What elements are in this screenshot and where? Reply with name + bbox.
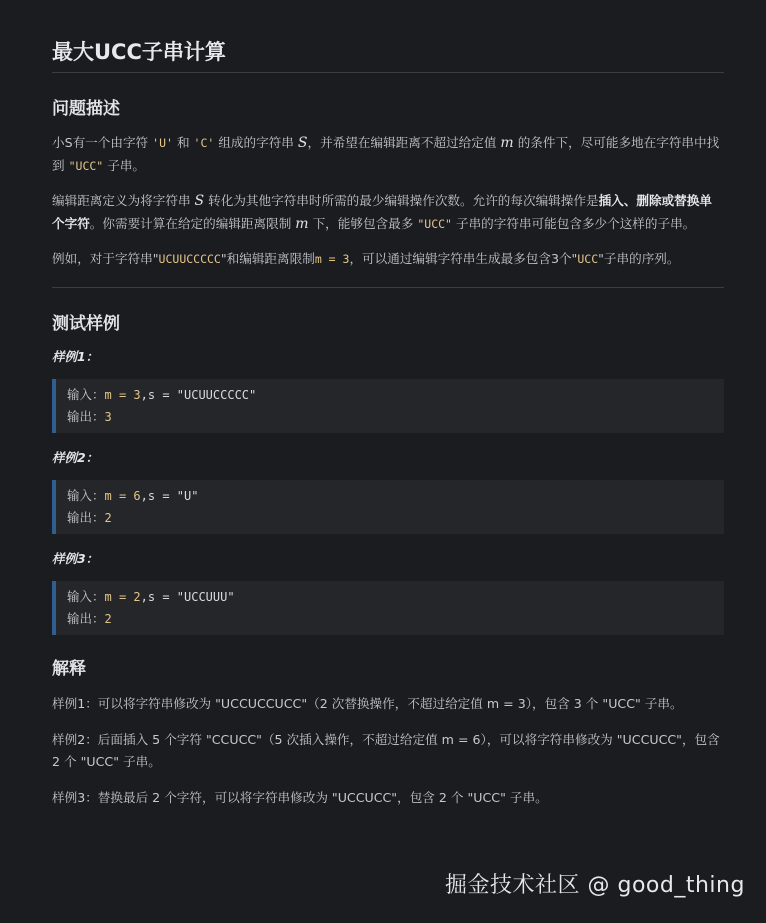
- explanation-item: 样例2：后面插入 5 个字符 "CCUCC"（5 次插入操作，不超过给定值 m = 6），可以将字符串修改为 "UCCUCC"，包含 2 个 "UCC" 子串。: [52, 732, 720, 769]
- example-label: 样例1：: [52, 348, 99, 364]
- example-output: 输出：2: [67, 509, 112, 525]
- example-input: 输入：m = 6,s = "U": [67, 487, 199, 503]
- section-heading-problem: 问题描述: [52, 99, 120, 119]
- example-output: 输出：3: [67, 408, 112, 424]
- example-block: [52, 379, 724, 433]
- example-input: 输入：m = 3,s = "UCUUCCCCC": [67, 386, 257, 402]
- problem-paragraph-3: 例如，对于字符串"UCUUCCCCC"和编辑距离限制m = 3，可以通过编辑字符串生成最多包含3个"UCC"子串的序列。: [52, 251, 680, 266]
- problem-paragraph-1: 小S有一个由字符 'U' 和 'C' 组成的字符串 S，并希望在编辑距离不超过给定值 m 的条件下，尽可能多地在字符串中找到 "UCC" 子串。: [52, 135, 720, 173]
- bold-operations: 插入、删除或替换单个字符: [52, 193, 712, 231]
- section-heading-tests: 测试样例: [52, 313, 120, 334]
- math-s: S: [297, 135, 308, 151]
- example-output: 输出：2: [67, 610, 112, 626]
- watermark: 掘金技术社区 @ good_thing: [445, 873, 745, 898]
- page-title: 最大UCC子串计算: [52, 38, 724, 73]
- example-block: [52, 581, 724, 635]
- example-label: 样例2：: [52, 449, 99, 465]
- problem-paragraph-2: 编辑距离定义为将字符串 S 转化为其他字符串时所需的最少编辑操作次数。允许的每次编辑操作是插入、删除或替换单个字符。你需要计算在给定的编辑距离限制 m 下，能够包含最多 "UCC" 子串的字符串可能包含多少个这样的子串。: [52, 193, 712, 232]
- section-heading-explain: 解释: [52, 658, 86, 679]
- document: [52, 0, 724, 809]
- example-block: [52, 480, 724, 534]
- example-input: 输入：m = 2,s = "UCCUUU": [67, 588, 235, 604]
- math-s: S: [194, 193, 205, 209]
- explanation-item: 样例1：可以将字符串修改为 "UCCUCCUCC"（2 次替换操作，不超过给定值 m = 3），包含 3 个 "UCC" 子串。: [52, 695, 683, 711]
- example-label: 样例3：: [52, 550, 99, 566]
- explanation-item: 样例3：替换最后 2 个字符，可以将字符串修改为 "UCCUCC"，包含 2 个 "UCC" 子串。: [52, 790, 548, 805]
- math-m: m: [500, 135, 514, 151]
- math-m: m: [295, 215, 309, 232]
